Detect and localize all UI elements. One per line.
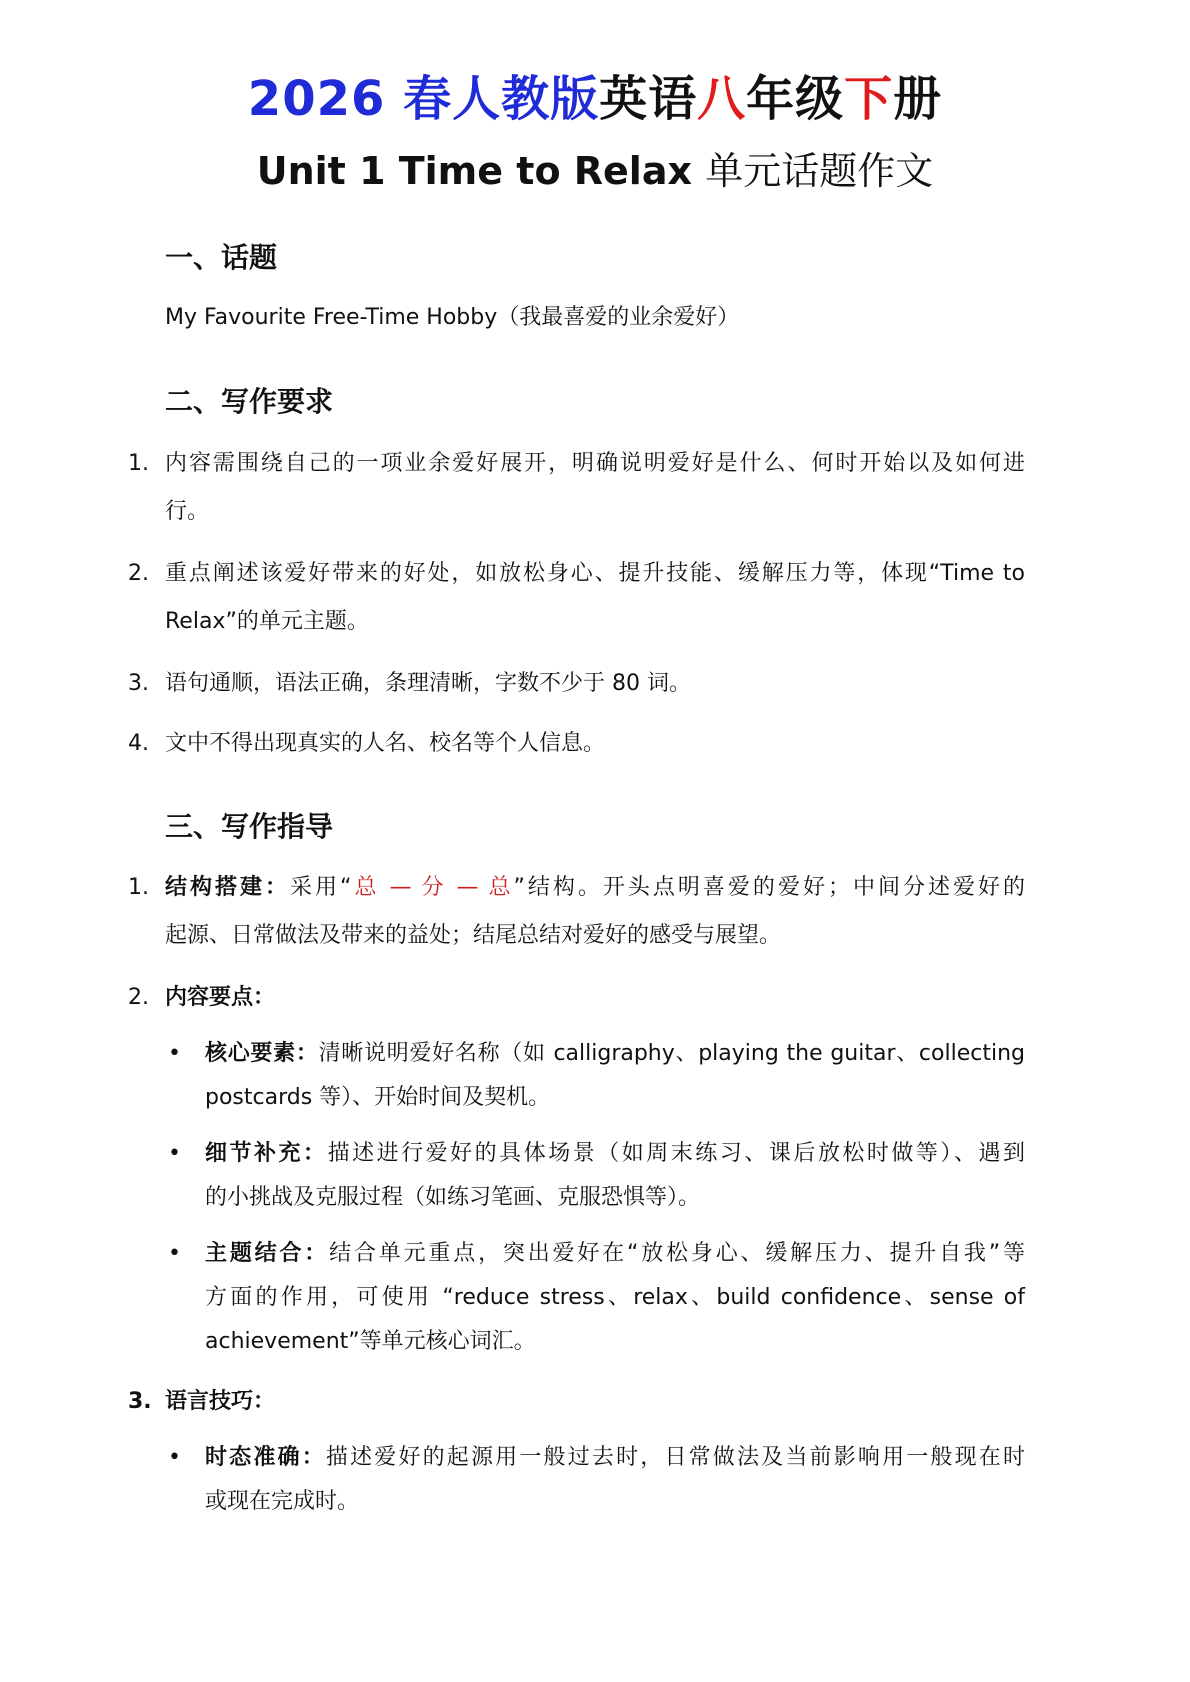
bullet-dot-icon: • — [168, 1445, 181, 1470]
guidance-line — [165, 864, 1025, 912]
bullet-item — [205, 1032, 1025, 1120]
subtitle-chinese: 单元话题作文 — [705, 149, 934, 193]
requirement-item: 语句通顺，语法正确，条理清晰，字数不少于 80 词。 — [165, 671, 691, 696]
bullet-line: 方面的作用，可使用 “reduce stress、relax、build confidence、sense of — [205, 1285, 1025, 1310]
bullet-line: 的小挑战及克服过程（如练习笔画、克服恐惧等）。 — [205, 1185, 701, 1210]
requirement-line: Relax”的单元主题。 — [165, 609, 369, 634]
bullet-text: 描述进行爱好的具体场景（如周末练习、课后放松时做等）、遇到 — [327, 1141, 1025, 1166]
subtitle-english: Unit 1 Time to Relax — [256, 149, 692, 193]
requirement-item: 文中不得出现真实的人名、校名等个人信息。 — [165, 731, 606, 756]
requirement-number: 4. — [128, 731, 149, 756]
section-heading-guidance: 三、写作指导 — [165, 810, 334, 843]
bullet-label: 主题结合： — [205, 1241, 330, 1266]
title-part-volume-marker: 下 — [844, 71, 894, 127]
title-part-grade-number: 八 — [697, 71, 747, 127]
requirement-line: 内容需围绕自己的一项业余爱好展开，明确说明爱好是什么、何时开始以及如何进 — [165, 451, 1025, 476]
bullet-line: 或现在完成时。 — [205, 1489, 360, 1514]
requirement-number: 1. — [128, 451, 149, 476]
requirement-line: 重点阐述该爱好带来的好处，如放松身心、提升技能、缓解压力等，体现“Time to — [165, 561, 1025, 586]
guidance-number: 2. — [128, 985, 149, 1010]
bullet-line — [205, 1436, 1025, 1480]
title-part-year-edition: 2026 春人教版 — [247, 71, 600, 127]
requirement-item — [165, 440, 1025, 536]
bullet-label: 时态准确： — [205, 1445, 326, 1470]
bullet-dot-icon: • — [168, 1141, 181, 1166]
section-heading-topic: 一、话题 — [165, 241, 278, 274]
guidance-text: 采用“ — [290, 875, 352, 900]
bullet-dot-icon: • — [168, 1041, 181, 1066]
title-part-volume: 册 — [893, 71, 943, 127]
requirement-item — [165, 550, 1025, 646]
bullet-line: achievement”等单元核心词汇。 — [205, 1329, 536, 1354]
guidance-number: 1. — [128, 875, 149, 900]
bullet-line — [205, 1132, 1025, 1176]
page-subtitle — [0, 140, 1190, 195]
requirement-number: 2. — [128, 561, 149, 586]
requirement-line: 行。 — [165, 499, 210, 524]
guidance-label: 结构搭建： — [165, 875, 291, 900]
bullet-label: 核心要素： — [205, 1041, 319, 1066]
title-part-subject: 英语 — [599, 71, 698, 127]
guidance-item-structure — [165, 864, 1025, 960]
bullet-text: 结合单元重点，突出爱好在“放松身心、缓解压力、提升自我”等 — [329, 1241, 1025, 1266]
bullet-line — [205, 1032, 1025, 1076]
bullet-item — [205, 1232, 1025, 1364]
guidance-line: 起源、日常做法及带来的益处；结尾总结对爱好的感受与展望。 — [165, 923, 782, 948]
bullet-text: 清晰说明爱好名称（如 calligraphy、playing the guitar、collecting — [318, 1041, 1025, 1066]
title-part-grade: 年级 — [746, 71, 845, 127]
requirement-number: 3. — [128, 671, 149, 696]
topic-text: My Favourite Free-Time Hobby（我最喜爱的业余爱好） — [165, 305, 740, 330]
guidance-label-language: 语言技巧： — [165, 1389, 276, 1414]
bullet-line — [205, 1232, 1025, 1276]
bullet-label: 细节补充： — [205, 1141, 328, 1166]
bullet-dot-icon: • — [168, 1241, 181, 1266]
bullet-line: postcards 等）、开始时间及契机。 — [205, 1085, 551, 1110]
bullet-item — [205, 1132, 1025, 1220]
guidance-label-content: 内容要点： — [165, 985, 276, 1010]
guidance-number: 3. — [128, 1389, 152, 1414]
guidance-text: ”结构。开头点明喜爱的爱好；中间分述爱好的 — [513, 875, 1025, 900]
page-title — [0, 60, 1190, 129]
structure-highlight: 总 — 分 — 总 — [351, 875, 514, 900]
bullet-text: 描述爱好的起源用一般过去时，日常做法及当前影响用一般现在时 — [325, 1445, 1025, 1470]
bullet-item — [205, 1436, 1025, 1524]
section-heading-requirements: 二、写作要求 — [165, 385, 334, 418]
